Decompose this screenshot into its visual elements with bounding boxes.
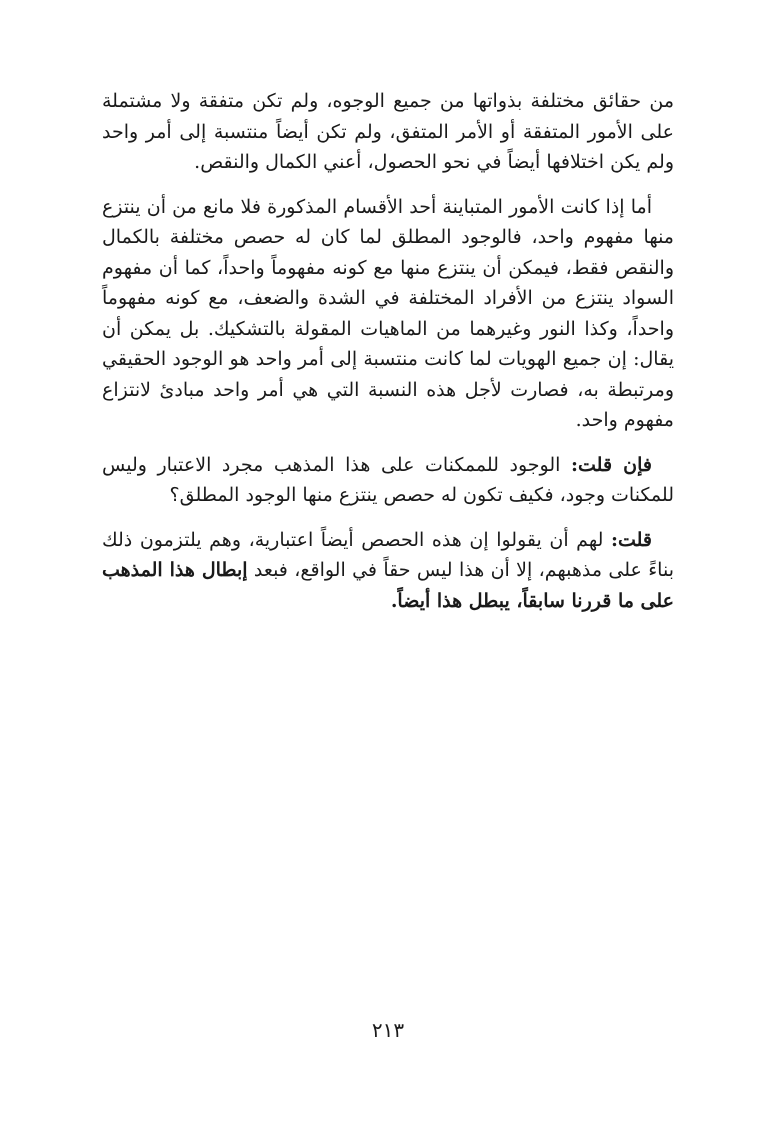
paragraph-4-bold-tail: إبطال هذا المذهب على ما قررنا سابقاً، يبطل هذا أيضاً. xyxy=(102,559,674,612)
page-number: ٢١٣ xyxy=(371,1018,405,1042)
paragraph-4-lead: قلت: xyxy=(610,528,652,551)
paragraph-3 xyxy=(102,450,674,511)
body-text xyxy=(102,86,674,630)
paragraph-4 xyxy=(102,525,674,617)
paragraph-1-text: من حقائق مختلفة بذواتها من جميع الوجوه، ولم تكن متفقة ولا مشتملة على الأمور المتفقة أو الأمر المتفق، ولم تكن أيضاً منتسبة إلى أمر واحد ولم يكن اختلافها أيضاً في نحو الحصول، أعني الكمال والنقص. xyxy=(102,90,674,173)
paragraph-3-text: الوجود للممكنات على هذا المذهب مجرد الاعتبار وليس للمكنات وجود، فكيف تكون له حصص ينتزع منها الوجود المطلق؟ xyxy=(102,453,674,506)
paragraph-1 xyxy=(102,86,674,178)
paragraph-4-text: لهم أن يقولوا إن هذه الحصص أيضاً اعتبارية، وهم يلتزمون ذلك بناءً على مذهبهم، إلا أن هذا ليس حقاً في الواقع، فبعد xyxy=(102,528,674,581)
paragraph-3-lead: فإن قلت: xyxy=(570,453,652,476)
paragraph-2-text: أما إذا كانت الأمور المتباينة أحد الأقسام المذكورة فلا مانع من أن ينتزع منها مفهوم واحد، فالوجود المطلق لما كان له حصص مختلفة بالكمال والنقص فقط، فيمكن أن ينتزع منها مع كونه مفهوماً واحداً، كما أن مفهوم السواد ينتزع من الأفراد المختلفة في الشدة والضعف، مع كونه مفهوماً واحداً، وكذا النور وغيرهما من الماهيات المقولة بالتشكيك. بل يمكن أن يقال: إن جميع الهويات لما كانت منتسبة إلى أمر واحد هو الوجود الحقيقي ومرتبطة به، فصارت لأجل هذه النسبة التي هي أمر واحد مبادئ لانتزاع مفهوم واحد. xyxy=(102,195,674,431)
paragraph-2 xyxy=(102,192,674,436)
